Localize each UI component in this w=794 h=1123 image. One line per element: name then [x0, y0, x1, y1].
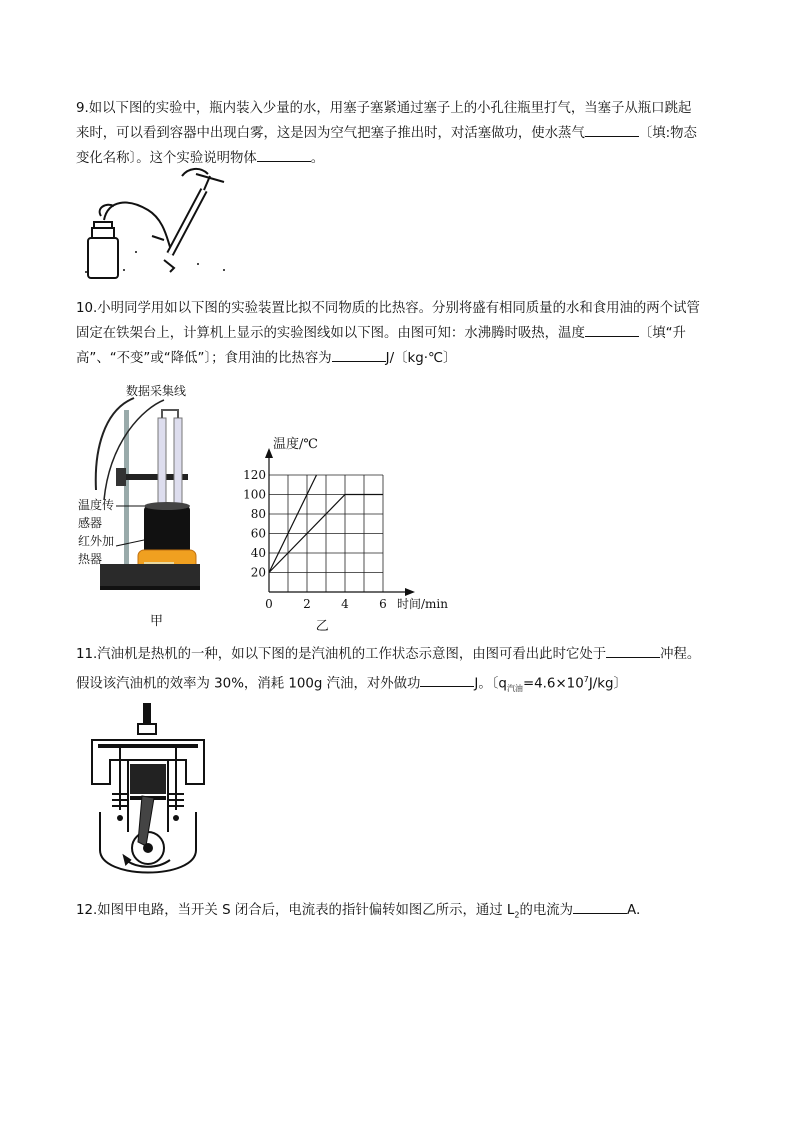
y-tick-label: 20: [250, 565, 266, 580]
y-tick-label: 100: [243, 487, 266, 502]
y-tick-label: 40: [250, 546, 266, 560]
engine-figure: [86, 700, 214, 890]
q11-line1: [76, 642, 721, 667]
data-cable-label: 数据采集线: [126, 384, 187, 398]
q11-line2: [76, 667, 721, 701]
q12-line1: [76, 898, 721, 928]
heater-label-2: 热器: [78, 552, 103, 566]
q9-line2: [76, 121, 721, 146]
q10-answer-blank-2[interactable]: [332, 347, 386, 362]
x-tick-label: 4: [341, 597, 349, 611]
y-tick-label: 60: [250, 526, 266, 541]
question-10: [76, 296, 721, 371]
q12-line1-middle: 的电流为: [519, 903, 574, 918]
x-tick-label: 2: [303, 597, 311, 611]
q11-line2-text: 假设该汽油机的效率为 30%，消耗 100g 汽油，对外做功: [76, 676, 421, 692]
q10-line3: [76, 346, 721, 371]
x-tick-label: 0: [265, 597, 273, 611]
q11-subscript: 汽油: [506, 684, 523, 694]
apparatus-figure: [74, 380, 234, 630]
x-axis-label: 时间/min: [397, 597, 448, 611]
q11-answer-blank-2[interactable]: [420, 672, 474, 687]
q12-subscript: 2: [514, 910, 520, 920]
q11-answer-blank-1[interactable]: [606, 643, 660, 658]
y-tick-label: 80: [250, 507, 266, 521]
figure-jia-caption: 甲: [150, 614, 164, 629]
q11-line2-unit: J/kg〕: [588, 676, 627, 692]
y-tick-label: 120: [243, 468, 266, 482]
bottle-pump-figure: [78, 160, 238, 284]
q9-line1: 9.如以下图的实验中，瓶内装入少量的水，用塞子塞紧通过塞子上的小孔往瓶里打气，当塞子从瓶口跳起: [76, 101, 692, 116]
series-line-1: [269, 475, 317, 573]
q10-line3-tail: J/〔kg·℃〕: [385, 351, 457, 366]
figure-yi-caption: 乙: [315, 619, 329, 632]
q9-answer-blank-1[interactable]: [585, 122, 639, 137]
heater-label-1: 红外加: [78, 534, 115, 548]
q10-line2: [76, 321, 721, 346]
q11-line1-tail: 冲程。: [660, 647, 701, 662]
q9-line2-text: 来时，可以看到容器中出现白雾，这是因为空气把塞子推出时，对活塞做功，使水蒸气: [76, 126, 585, 141]
q10-line2-text: 固定在铁架台上，计算机上显示的实验图线如以下图。由图可知：水沸腾时吸热，温度: [76, 326, 585, 341]
q12-answer-blank-1[interactable]: [573, 899, 627, 914]
q9-line2-tail: 〔填:物态: [638, 126, 697, 141]
q12-line1-text: 12.如图甲电路，当开关 S 闭合后，电流表的指针偏转如图乙所示，通过 L: [76, 903, 515, 918]
q11-line2-value: =4.6×10: [522, 676, 584, 692]
q11-superscript: 7: [583, 675, 589, 684]
y-axis-label: 温度/℃: [273, 437, 318, 452]
q9-answer-blank-2[interactable]: [257, 147, 311, 162]
question-12: [76, 898, 721, 928]
q11-line2-q: J。〔q: [474, 676, 507, 692]
q10-line3-text: 高”、“不变”或“降低”〕；食用油的比热容为: [76, 351, 332, 366]
y-axis-arrow: [265, 448, 273, 458]
q10-line1: 10.小明同学用如以下图的实验装置比拟不同物质的比热容。分别将盛有相同质量的水和食用油的两个试管: [76, 301, 700, 316]
x-axis-arrow: [405, 588, 415, 596]
q9-line3-text: 变化名称〕。这个实验说明物体: [76, 151, 257, 166]
sensor-label-1: 温度传: [78, 498, 115, 512]
sensor-label-2: 感器: [78, 516, 103, 530]
question-11: [76, 642, 721, 701]
q11-line1-text: 11.汽油机是热机的一种，如以下图的是汽油机的工作状态示意图，由图可看出此时它处于: [76, 647, 607, 662]
q12-line1-tail: A．: [627, 903, 650, 918]
q9-line3-tail: 。: [310, 151, 325, 166]
x-tick-label: 6: [379, 597, 387, 611]
apparatus-drawing: [74, 380, 234, 610]
q10-line2-tail: 〔填“升: [638, 326, 686, 341]
temperature-time-chart: [236, 436, 456, 632]
q10-answer-blank-1[interactable]: [585, 322, 639, 337]
